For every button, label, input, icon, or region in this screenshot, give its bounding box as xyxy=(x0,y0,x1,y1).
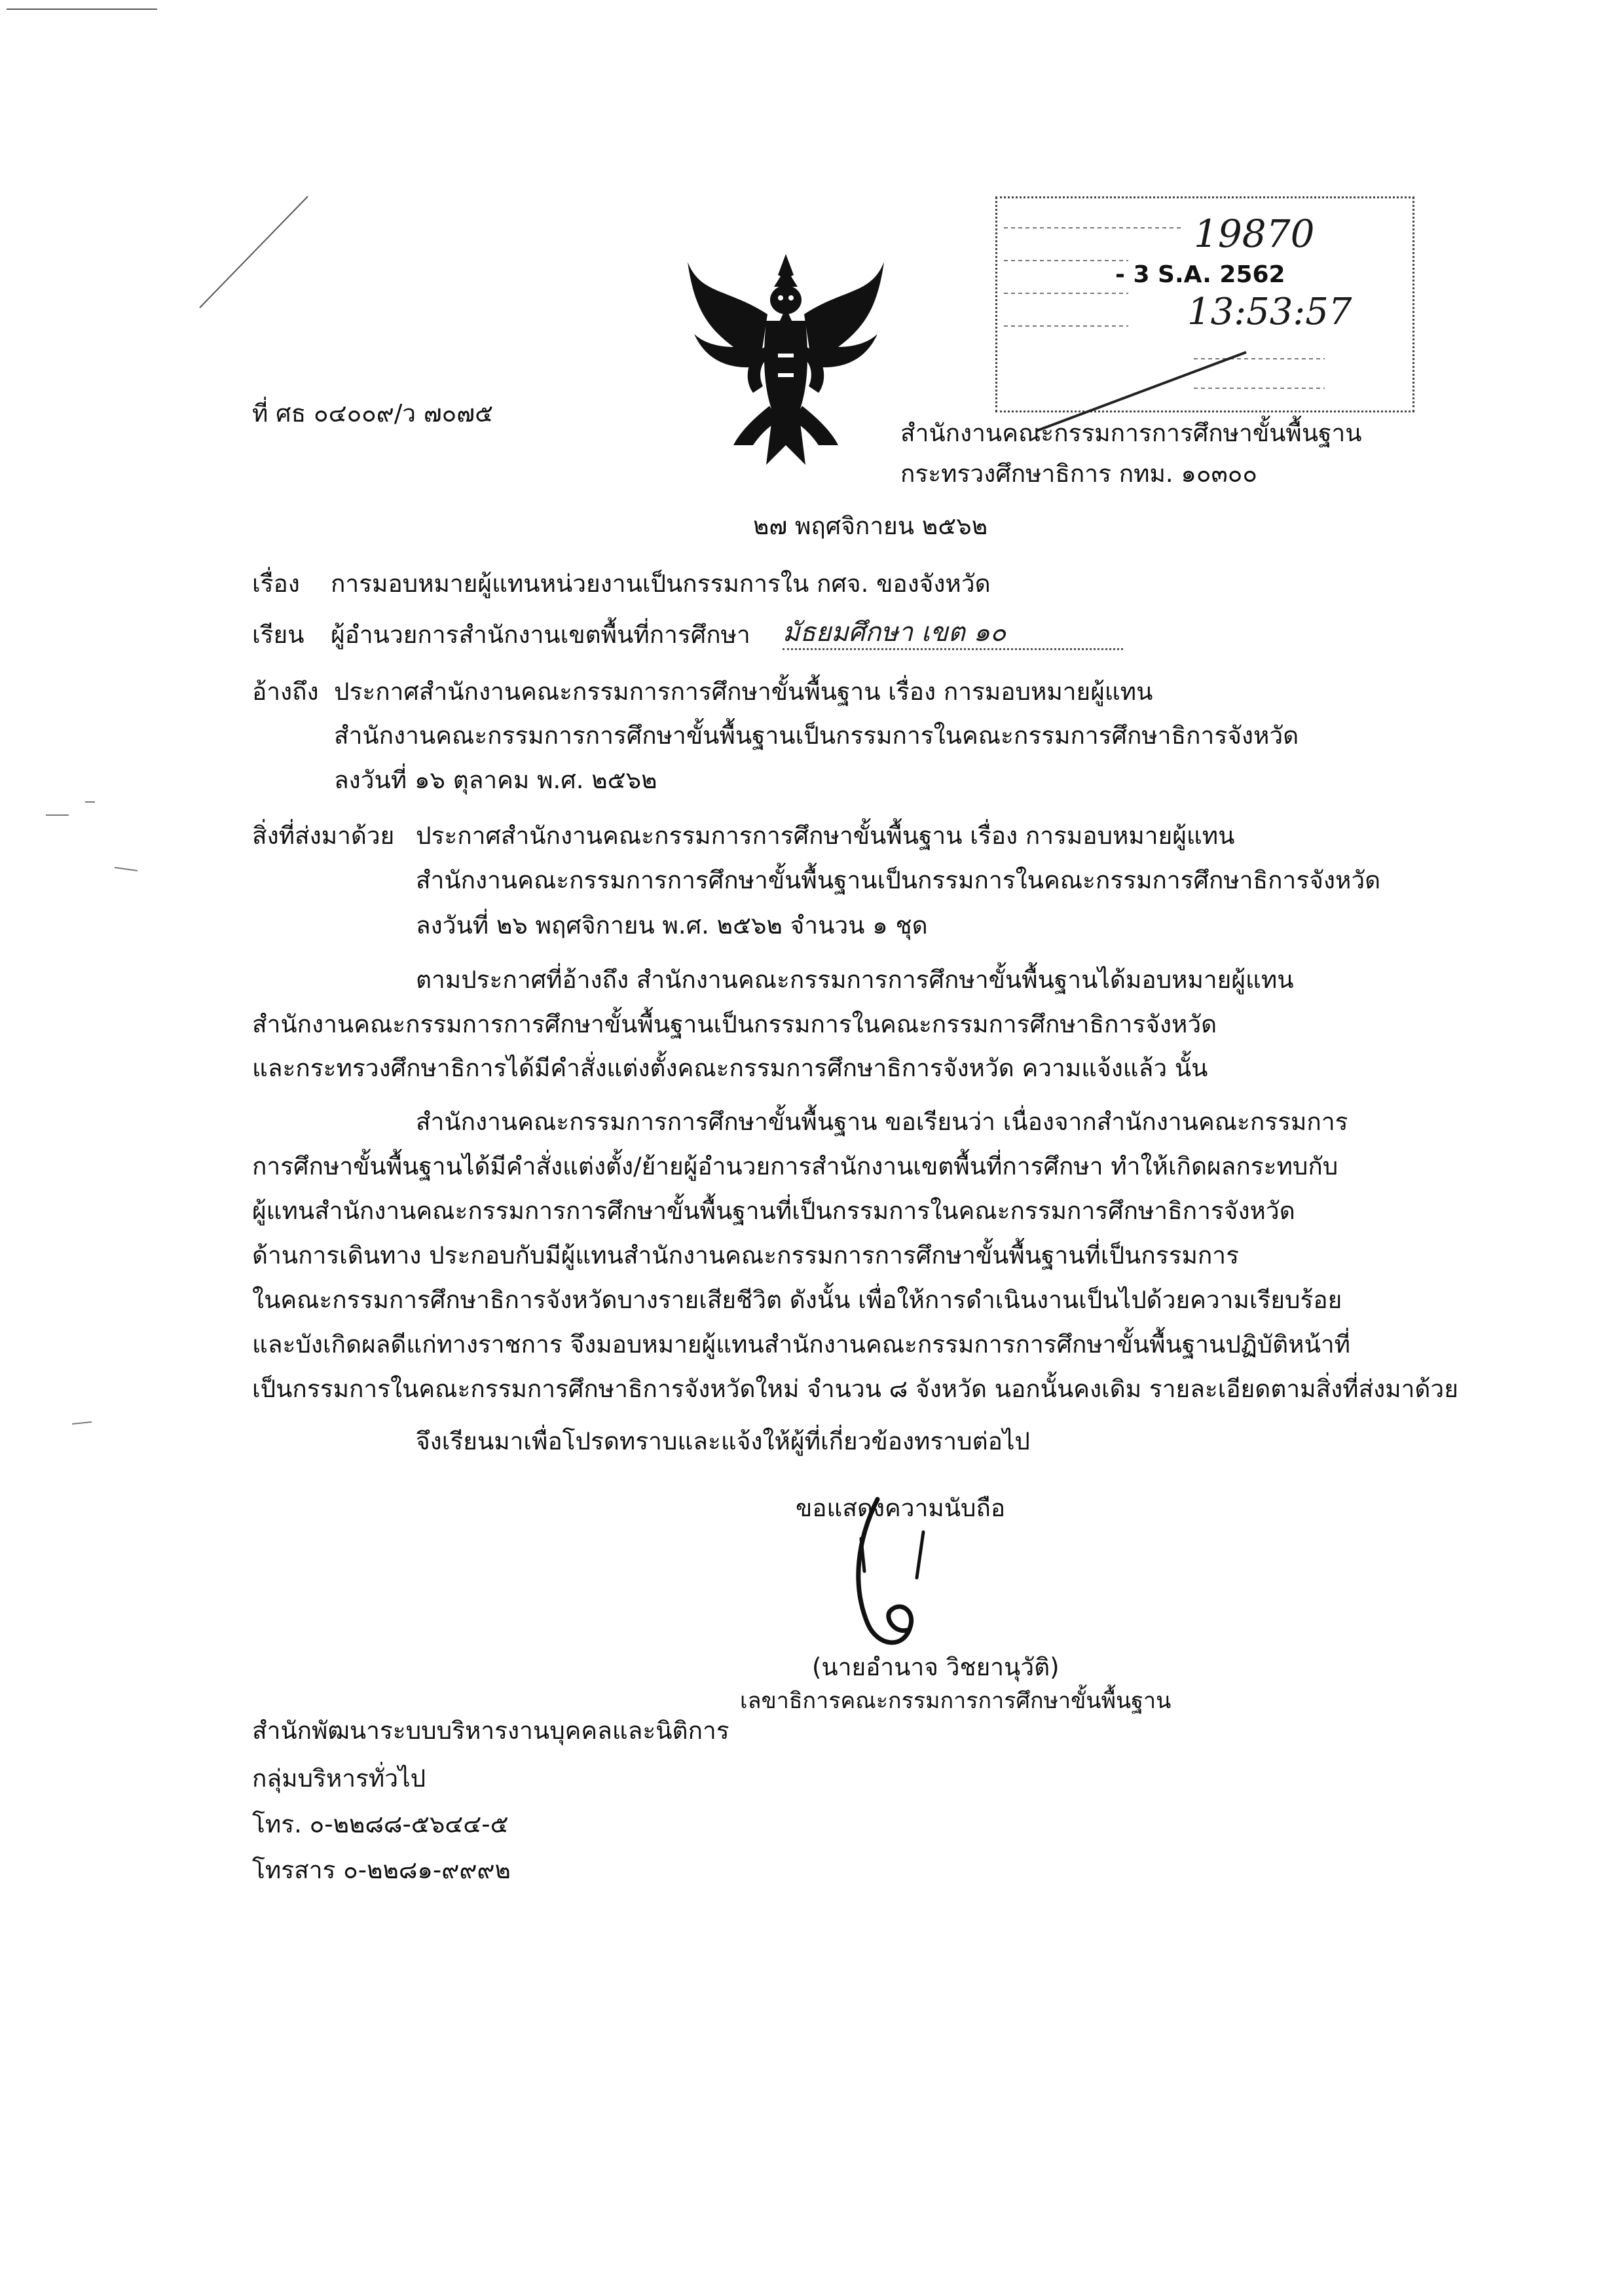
reference-line: สำนักงานคณะกรรมการการศึกษาขั้นพื้นฐานเป็นกรรมการในคณะกรรมการศึกษาธิการจังหวัด xyxy=(334,721,1299,750)
reference-line: ลงวันที่ ๑๖ ตุลาคม พ.ศ. ๒๕๖๒ xyxy=(334,766,657,794)
subject-label: เรื่อง xyxy=(252,570,300,598)
enclosure-label: สิ่งที่ส่งมาด้วย xyxy=(252,822,395,850)
subject-text: การมอบหมายผู้แทนหน่วยงานเป็นกรรมการใน กศจ. ของจังหวัด xyxy=(331,570,991,598)
garuda-emblem xyxy=(681,249,891,471)
body-para2-line: ผู้แทนสำนักงานคณะกรรมการการศึกษาขั้นพื้นฐานที่เป็นกรรมการในคณะกรรมการศึกษาธิการจังหวัด xyxy=(252,1197,1295,1225)
document-date: ๒๗ พฤศจิกายน ๒๕๖๒ xyxy=(753,512,988,540)
body-para2-line: ในคณะกรรมการศึกษาธิการจังหวัดบางรายเสียชีวิต ดังนั้น เพื่อให้การดำเนินงานเป็นไปด้วยความเรียบร้อย xyxy=(252,1286,1342,1314)
footer-office: สำนักพัฒนาระบบบริหารงานบุคคลและนิติการ xyxy=(252,1717,729,1745)
body-para2-line: และบังเกิดผลดีแก่ทางราชการ จึงมอบหมายผู้แทนสำนักงานคณะกรรมการการศึกษาขั้นพื้นฐานปฏิบัติหน้าที่ xyxy=(252,1330,1351,1358)
reference-number: ที่ ศธ ๐๔๐๐๙/ว ๗๐๗๕ xyxy=(252,399,494,428)
body-para1-line: และกระทรวงศึกษาธิการได้มีคำสั่งแต่งตั้งคณะกรรมการศึกษาธิการจังหวัด ความแจ้งแล้ว นั้น xyxy=(252,1054,1208,1082)
footer-group: กลุ่มบริหารทั่วไป xyxy=(252,1764,426,1793)
signatory-position: เลขาธิการคณะกรรมการการศึกษาขั้นพื้นฐาน xyxy=(740,1688,1172,1714)
regards: ขอแสดงความนับถือ xyxy=(796,1494,1006,1522)
stamp-time: 13:53:57 xyxy=(1187,291,1352,333)
body-para2-line: ด้านการเดินทาง ประกอบกับมีผู้แทนสำนักงานคณะกรรมการการศึกษาขั้นพื้นฐานที่เป็นกรรมการ xyxy=(252,1241,1239,1269)
to-text: ผู้อำนวยการสำนักงานเขตพื้นที่การศึกษา xyxy=(331,621,750,649)
body-para1-line: ตามประกาศที่อ้างถึง สำนักงานคณะกรรมการการศึกษาขั้นพื้นฐานได้มอบหมายผู้แทน xyxy=(416,966,1294,994)
stamp-date: - 3 S.A. 2562 xyxy=(1115,261,1285,288)
stamp-receipt-no: 19870 xyxy=(1194,211,1315,256)
to-handwritten-office: มัธยมศึกษา เขต ๑๐ xyxy=(783,617,1123,650)
to-label: เรียน xyxy=(252,621,304,649)
reference-label: อ้างถึง xyxy=(252,678,319,706)
agency-address: กระทรวงศึกษาธิการ กทม. ๑๐๓๐๐ xyxy=(900,460,1257,488)
agency-name: สำนักงานคณะกรรมการการศึกษาขั้นพื้นฐาน xyxy=(900,419,1362,447)
body-para2-line: สำนักงานคณะกรรมการการศึกษาขั้นพื้นฐาน ขอเรียนว่า เนื่องจากสำนักงานคณะกรรมการ xyxy=(416,1108,1348,1136)
enclosure-line: สำนักงานคณะกรรมการการศึกษาขั้นพื้นฐานเป็นกรรมการในคณะกรรมการศึกษาธิการจังหวัด xyxy=(416,866,1381,894)
body-para2-line: เป็นกรรมการในคณะกรรมการศึกษาธิการจังหวัดใหม่ จำนวน ๘ จังหวัด นอกนั้นคงเดิม รายละเอียดตามสิ่งที่ส่งมาด้วย xyxy=(252,1375,1458,1403)
body-para1-line: สำนักงานคณะกรรมการการศึกษาขั้นพื้นฐานเป็นกรรมการในคณะกรรมการศึกษาธิการจังหวัด xyxy=(252,1010,1217,1038)
enclosure-line: ประกาศสำนักงานคณะกรรมการการศึกษาขั้นพื้นฐาน เรื่อง การมอบหมายผู้แทน xyxy=(416,822,1235,850)
enclosure-line: ลงวันที่ ๒๖ พฤศจิกายน พ.ศ. ๒๕๖๒ จำนวน ๑ ชุด xyxy=(416,911,928,939)
footer-telephone: โทร. ๐-๒๒๘๘-๕๖๔๔-๕ xyxy=(252,1810,509,1838)
footer-fax: โทรสาร ๐-๒๒๘๑-๙๙๙๒ xyxy=(252,1856,511,1884)
receipt-stamp xyxy=(995,196,1414,412)
body-para2-line: การศึกษาขั้นพื้นฐานได้มีคำสั่งแต่งตั้ง/ย้ายผู้อำนวยการสำนักงานเขตพื้นที่การศึกษา ทำให้เกิดผลกระทบกับ xyxy=(252,1152,1338,1180)
reference-line: ประกาศสำนักงานคณะกรรมการการศึกษาขั้นพื้นฐาน เรื่อง การมอบหมายผู้แทน xyxy=(334,678,1153,706)
signatory-name: (นายอำนาจ วิชยานุวัติ) xyxy=(812,1653,1060,1681)
closing-sentence: จึงเรียนมาเพื่อโปรดทราบและแจ้งให้ผู้ที่เกี่ยวข้องทราบต่อไป xyxy=(416,1427,1030,1455)
